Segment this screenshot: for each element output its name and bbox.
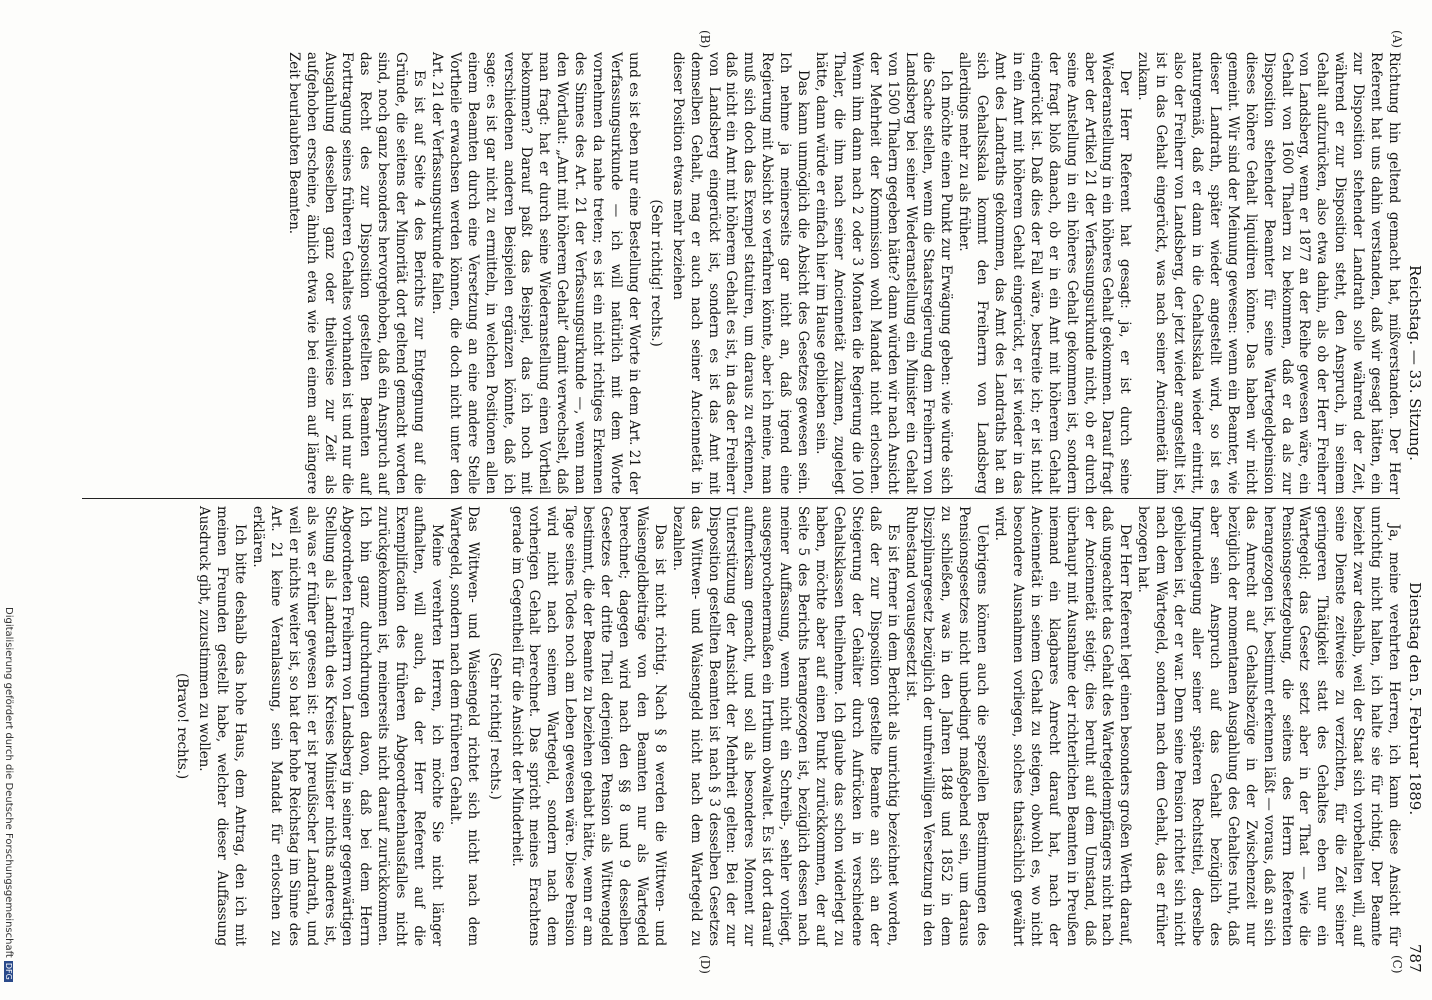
running-header-right: Dienstag den 5. Februar 1889. [1406, 582, 1424, 816]
running-header-left: Reichstag. — 33. Sitzung. [1406, 265, 1424, 461]
paragraph: und es ist eben nur eine Bestellung der Worte in dem Art. 21 der Verfassungsurkunde — ich will natürlich mit dem Worte vornehmen da nahe treten; es ist ein nicht richtiges Erkennen des Sinnes des Art. 21 der Verfassungsurkunde —, wenn man den Wortlaut: „Amt mit höherem Gehalt“ damit verwechselt, daß man fragt: hat er durch seine Wiederanstellung einen Vortheil bekommen? Darauf paßt das Beispiel, das ich noch mit verschiedenen anderen Beispielen ergänzen könnte, daß ich sage: es ist gar nicht zu ermitteln, in welchen Positionen allen einem Beamten durch eine Versetzung an eine andere Stelle Vortheile erwachsen werden können, die doch nicht unter den Art. 21 der Verfassungsurkunde fallen. [428, 52, 642, 494]
left-column [112, 52, 1402, 494]
paragraph: Das Wittwen- und Waisengeld richtet sich nicht nach dem Wartegeld, sondern nach dem früheren Gehalt. [446, 506, 481, 946]
credit-text: Digitalisierung gefördert durch die Deutsche Forschungsgemeinschaft [3, 607, 14, 958]
digitization-credit [3, 607, 14, 982]
column-divider [82, 498, 1400, 499]
paragraph: Uebrigens können auch die speziellen Bestimmungen des Pensionsgesetzes nicht unbedingt maßgebend sein, um daraus zu schließen, was in den Jahren 1848 und 1852 in dem Disziplinargesetz bezüglich der unfreiwilligen Versetzung in den Ruhestand vorausgesetzt ist. [902, 506, 991, 946]
margin-mark-a: (A) [1390, 30, 1404, 49]
dfg-logo: DFG [4, 962, 13, 980]
right-column [112, 506, 1402, 946]
paragraph: Der Herr Referent legt einen besonders großen Werth darauf, daß ungeachtet das Gehalt des Wartegeldempfängers nicht nach der Anciennetät steigt; dies beruht auf dem Umstand, daß überhaupt mit Ausnahme der richterlichen Beamten in Preußen niemand ein klagbares Anrecht darauf hat, nach der Anciennetät in seinem Gehalt zu steigen, obwohl es, wo nicht besondere Ausnahmen vorliegen, solches thatsächlich gewährt wird. [992, 506, 1134, 946]
paragraph: Das kann unmöglich die Absicht des Gesetzes gewesen sein. Ich nehme ja meinerseits gar nicht an, daß irgend eine Regierung mit Absicht so verfahren könnte, aber ich meine, man muß sich doch das Exempel statuiren, um daraus zu erkennen, daß nicht ein Amt mit höherem Gehalt es ist, in das der Freiherr von Landsberg eingerückt ist, sondern es ist das Amt mit demselben Gehalt, mag er auch nach seiner Anciennetät in dieser Position etwas mehr beziehen [669, 52, 812, 494]
paragraph: Meine verehrten Herren, ich möchte Sie nicht länger aufhalten, will auch, da der Herr Referent auf die Exemplification des früheren Abgeordnetenhausfalles nicht zurückgekommen ist, meinerseits nicht darauf zurückkommen. Ich bin ganz durchdrungen davon, daß bei dem Herrn Abgeordneten Freiherrn von Landsberg in seiner gegenwärtigen Stellung als Landrath des Kreises Minister nichts anderes ist, als was er früher gewesen ist: er ist preußischer Landrath, und weil er nichts weiter ist, so hat der hohe Reichstag im Sinne des Art. 21 keine Veranlassung, sein Mandat für erloschen zu erklären. [249, 506, 445, 946]
paragraph: Richtung hin geltend gemacht hat, mißverstanden. Der Herr Referent hat uns dahin verstanden, daß wir gesagt hätten, ein zur Disposition stehender Landrath solle während der Zeit, während er zur Disposition steht, den Anspruch, in seinem Gehalt aufzurücken, also etwa dahin, als ob der Herr Freiherr von Landsberg, wenn er 1877 an der Reihe gewesen wäre, ein Gehalt von 1600 Thalern zu bekommen, daß er da als zur Disposition stehender Beamter für seine Wartegeldpeinsion dieses höhere Gehalt liquidiren könne. Das haben wir nicht gemeint. Wir sind der Meinung gewesen: wenn ein Beamter, wie dieser Landrath, später wieder angestellt wird, so ist es naturgemäß, daß er dann in die Gehaltsskala wieder eintritt, also der Freiherr von Landsberg, der jetzt wieder angestellt ist, ist in das Gehalt eingerückt, was nach seiner Anciennetät ihm zukam. [1135, 52, 1402, 494]
paragraph: Ich bitte deshalb das hohe Haus, dem Antrag, den ich mit meinen Freunden gestellt habe, welcher dieser Auffassung Ausdruck gibt, zuzustimmen zu wollen. [196, 506, 248, 946]
paragraph: Der Herr Referent hat gesagt: ja, er ist durch seine Wiederanstellung in ein höheres Gehalt gekommen. Darauf fragt aber der Artikel 21 der Verfassungsurkunde nicht, ob er durch seine Anstellung in ein höheres Gehalt gekommen ist, sondern der fragt bloß danach, ob er in ein Amt mit höherem Gehalt eingerückt ist. Daß dies der Fall wäre, bestreite ich; er ist nicht in ein Amt mit höherem Gehalt eingerückt, er ist wieder in das Amt des Landraths gekommen, das Amt des Landraths hat an sich Gehaltsskala kommt den Freiherrn von Landsberg allerdings mehr zu als früher. [956, 52, 1134, 494]
paragraph: Ja, meine verehrten Herren, ich kann diese Ansicht für unrichtig nicht halten, ich halte sie für richtig. Der Beamte bezieht zwar deshalb, weil der Staat sich vorbehalten will, auf seine Dienste zeitweise zu verzichten, für die Zeit seiner geringeren Thätigkeit statt des Gehaltes eben nur ein Wartegeld; das Gesetz setzt aber in der That — wie die Pensionsgesetzgebung, die seitens des Herrn Referenten herangezogen ist, bestimmt erkennen läßt — voraus, daß an sich das Anrecht auf Gehaltsbezüge in der Zwischenzeit nur bezüglich der momentanen Ausgahlung des Gehaltes ruht, daß aber sein Anspruch auf das Gehalt bezüglich des Ingrundelegung aller seiner späteren Rechtstitel, derselbe geblieben ist, der er war. Denn seine Pension richtet sich nicht nach dem Wartegeld, sondern nach dem Gehalt, das er früher bezogen hat. [1135, 506, 1402, 946]
paragraph: Das ist nicht richtig. Nach § 8 werden die Wittwen- und Waisengeldbeiträge von den Beamten nur als Wartegeld berechnet; dagegen wird nach den §§ 8 und 9 desselben Gesetzes der dritte Theil derjenigen Pension als Wittwengeld bestimmt, die der Beamte zu beziehen gehabt hätte, wenn er am Tage seines Todes noch am Leben gewesen wäre. Diese Pension wird nicht nach seinem Wartegeld, sondern nach dem vorherigen Gehalt berechnet. Das spricht meines Erachtens gerade im Gegentheil für die Ansicht der Minderheit. [508, 506, 668, 946]
applause-note: (Bravo! rechts.) [174, 672, 191, 780]
applause-note: (Sehr richtig! rechts.) [486, 652, 503, 800]
page-number: 787 [1406, 944, 1424, 973]
paragraph: Es ist ferner in dem Bericht als unrichtig bezeichnet worden, daß der zur Disposition gestellte Beamte an sich an der Steigerung der Gehälter durch Aufrücken in verschiedene Gehaltsklassen theilnehme. Ich glaube das schon widerlegt zu haben, möchte aber auf einen Punkt zurückkommen, der auf Seite 5 des Berichts herangezogen ist, bezüglich dessen nach meiner Auffassung, wenn nicht ein Schreib-, sehler vorliegt, ausgesprochenermaßen ein Irrthum obwaltet. Es ist dort darauf aufmerksam gemacht, und soll als besonderes Moment zur Unterstützung der Ansicht der Mehrheit gelten: Bei der zur Disposition gestellten Beamten ist nach § 3 desselben Gesetzes das Wittwen- und Waisengeld nicht nach dem Wartegeld zu bezahlen. [669, 506, 901, 946]
applause-note: (Sehr richtig! rechts.) [647, 199, 664, 347]
margin-mark-c: (C) [1390, 955, 1404, 974]
paragraph: Es ist auf Seite 4 des Berichts zur Entgegnung auf die Gründe, die seitens der Minorität dort geltend gemacht worden sind, noch ganz besonders hervorgehoben, daß ein Anspruch auf das Recht des zur Disposition gestellten Beamten auf Forttragung seines früheren Gehaltes vorhanden ist und nur die Ausgahlung desselben ganz oder theilweise zur Zeit als aufgehoben erscheine, ähnlich etwa wie bei einem auf längere Zeit beurlaubten Beamten. [285, 52, 428, 494]
margin-mark-b: (B) [698, 30, 712, 49]
margin-mark-d: (D) [698, 955, 712, 974]
paragraph: Ich möchte einen Punkt zur Erwägung geben: wie würde sich die Sache stellen, wenn die Staatsregierung dem Freiherrn von Landsberg bei seiner Wiederanstellung ein Minister ein Gehalt von 1500 Thalern gegeben hätte? dann würden wir nach Ansicht der Mehrheit der Kommission wohl Mandat nicht erloschen. Wenn ihm dann nach 2 oder 3 Monaten die Regierung die 100 Thaler, die ihm nach seiner Anciennetät zukamen, zugelegt hätte, dann würde er einfach hier im Hause geblieben sein. [813, 52, 955, 494]
